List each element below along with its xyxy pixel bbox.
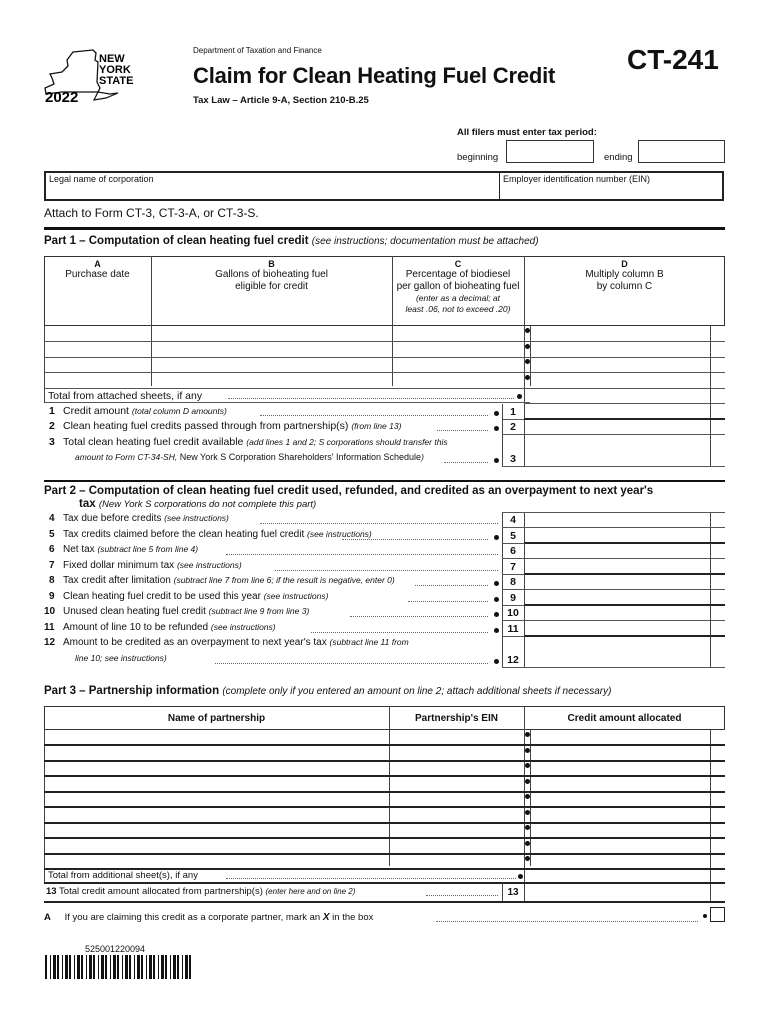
barcode-bar: [182, 955, 183, 979]
line-num-box: [524, 621, 525, 636]
beginning-label: beginning: [457, 152, 499, 163]
row-line: [502, 667, 725, 668]
ein-input[interactable]: [503, 183, 719, 197]
column-b-letter: B: [268, 259, 275, 269]
entry-bullet-icon: [525, 810, 530, 815]
line-a-text2: in the box: [332, 912, 374, 923]
part1-row-2-col-b-input[interactable]: [153, 343, 390, 356]
line-13-input[interactable]: [526, 885, 708, 900]
line-5-text: Tax credits claimed before the clean heating fuel credit: [63, 528, 305, 540]
entry-bullet-icon: [525, 856, 530, 861]
partnership-row-2-ein-input[interactable]: [391, 747, 522, 759]
barcode-bar: [117, 955, 119, 979]
line-5: [49, 529, 372, 540]
line-num-box: [524, 559, 525, 574]
row-line: [502, 466, 725, 467]
leader-dots: [408, 601, 488, 602]
line-7-num: 7: [49, 559, 55, 571]
logo-text-state: STATE: [99, 75, 134, 87]
partnership-row-5-name-input[interactable]: [46, 793, 387, 805]
column-d-label: Multiply column B: [585, 269, 664, 280]
partnership-row-7-name-input[interactable]: [46, 824, 387, 836]
partnership-name-header: Name of partnership: [167, 713, 266, 724]
leader-dots: [260, 415, 488, 416]
part1-row-1-col-d-input[interactable]: [532, 327, 708, 340]
partnership-row-6-name-input[interactable]: [46, 809, 387, 821]
barcode-bar: [161, 955, 164, 979]
leader-dots: [415, 585, 488, 586]
partnership-row-7-ein-input[interactable]: [391, 824, 522, 836]
tax-period-beginning-input[interactable]: [506, 140, 594, 163]
line-10: [44, 606, 309, 617]
partnership-row-8-amount-input[interactable]: [532, 840, 708, 852]
cents-divider: [710, 528, 711, 543]
entry-bullet-icon: [525, 825, 530, 830]
line-3-cont: [75, 452, 424, 462]
new-york-state-logo: [40, 40, 140, 106]
line-8-text: Tax credit after limitation: [63, 575, 171, 586]
line-2-box-num: 2: [510, 421, 516, 433]
line-10-text: Unused clean heating fuel credit: [63, 606, 206, 617]
partnership-row-5-ein-input[interactable]: [391, 793, 522, 805]
line-13: [46, 886, 355, 897]
part3-note: (complete only if you entered an amount on line 2; attach additional sheets if necessary): [222, 686, 612, 697]
ein-field: [499, 171, 724, 201]
line-11-text: Amount of line 10 to be refunded: [63, 621, 209, 633]
line-3-schedule: New York S Corporation Shareholders' Information Schedule: [177, 452, 422, 462]
entry-bullet-icon: [494, 535, 499, 540]
partnership-row-3-name-input[interactable]: [46, 762, 387, 774]
column-a-header: [44, 259, 151, 281]
column-c-letter: C: [454, 259, 462, 269]
attach-note: Attach to Form CT-3, CT-3-A, or CT-3-S.: [44, 206, 259, 220]
line-5-input[interactable]: [527, 529, 708, 542]
legal-name-input[interactable]: [49, 183, 496, 197]
line-12-box-num: 12: [507, 654, 519, 666]
line-10-num: 10: [44, 606, 56, 617]
barcode-bar: [165, 955, 167, 979]
leader-dots: [228, 398, 514, 399]
divider: [44, 480, 725, 482]
part1-row-3-col-c-input[interactable]: [394, 358, 522, 371]
partnership-row-7-amount-input[interactable]: [532, 824, 708, 836]
tax-period-label: All filers must enter tax period:: [457, 127, 597, 138]
line-6-note: (subtract line 5 from line 4): [97, 544, 199, 554]
entry-bullet-icon: [525, 344, 530, 349]
line-1-text: Credit amount: [63, 405, 129, 417]
leader-dots: [426, 895, 498, 896]
total-attached-text: Total from attached sheets, if any: [48, 390, 203, 402]
logo-text-new: NEW: [99, 53, 125, 65]
line-num-box: [524, 590, 525, 605]
line-num-box: [524, 605, 525, 620]
barcode-bar: [125, 955, 128, 979]
leader-dots: [437, 430, 488, 431]
part1-row-4-col-d-input[interactable]: [532, 374, 708, 387]
line-7-box-num: 7: [510, 560, 516, 573]
line-3: [49, 436, 448, 448]
divider: [44, 227, 725, 230]
partnership-row-8-name-input[interactable]: [46, 840, 387, 852]
line-9-box-num: 9: [510, 591, 516, 604]
leader-dots: [275, 570, 498, 571]
line-1-box-num: 1: [510, 406, 516, 418]
barcode-bar: [65, 955, 68, 979]
form-number: CT-241: [627, 44, 719, 75]
column-c-note2: least .06, not to exceed .20): [405, 304, 511, 314]
column-c-header: [392, 259, 524, 315]
partnership-row-1-amount-input[interactable]: [532, 731, 708, 743]
barcode-bar: [53, 955, 56, 979]
line-6-box-num: 6: [510, 545, 516, 557]
row-line: [524, 418, 725, 420]
line-9: [49, 591, 328, 602]
part1-note: (see instructions; documentation must be attached): [311, 236, 539, 247]
line-7: [49, 560, 242, 571]
column-d-header: [524, 259, 725, 293]
line-num-box: [524, 636, 525, 667]
line-9-num: 9: [49, 590, 55, 602]
cents-divider: [710, 574, 711, 589]
ending-label: ending: [604, 152, 633, 163]
entry-bullet-icon: [494, 628, 499, 633]
barcode-bar: [173, 955, 176, 979]
column-b-label2: eligible for credit: [235, 281, 308, 292]
barcode-bar: [122, 955, 123, 979]
barcode-bar: [74, 955, 75, 979]
line-2-input[interactable]: [532, 420, 708, 433]
line-3-num: 3: [49, 436, 55, 448]
line-6-input[interactable]: [527, 544, 708, 557]
barcode-bar: [146, 955, 147, 979]
entry-bullet-icon: [517, 394, 522, 399]
line-13-note: (enter here and on line 2): [265, 887, 356, 896]
line-a-text: If you are claiming this credit as a corporate partner, mark an: [64, 912, 321, 923]
barcode-bar: [177, 955, 179, 979]
ein-label: Employer identification number (EIN): [503, 174, 651, 184]
part3-total-label: [48, 870, 198, 881]
partnership-row-9-amount-input[interactable]: [532, 855, 708, 867]
line-9-text: Clean heating fuel credit to be used this year: [63, 590, 261, 602]
row-line: [524, 434, 725, 435]
line-9-input[interactable]: [527, 591, 708, 604]
cents-divider: [710, 590, 711, 605]
part1-total-label: [48, 390, 202, 402]
partnership-row-9-name-input[interactable]: [46, 855, 387, 867]
line-5-note: (see instructions): [307, 528, 372, 539]
logo-text-york: YORK: [99, 64, 131, 76]
partnership-row-3-amount-input[interactable]: [532, 762, 708, 774]
line-num-box: [524, 528, 525, 543]
total-additional-text: Total from additional sheet(s), if any: [48, 870, 198, 881]
column-c-label2: per gallon of bioheating fuel: [396, 281, 520, 292]
line-4: [49, 513, 229, 524]
line-7-text: Fixed dollar minimum tax: [63, 559, 175, 571]
part1-row-2-col-a-input[interactable]: [46, 343, 149, 356]
line-7-input[interactable]: [527, 560, 708, 573]
partnership-row-6-amount-input[interactable]: [532, 809, 708, 821]
entry-bullet-icon: [525, 375, 530, 380]
barcode-bar: [137, 955, 140, 979]
line-3-box-num: 3: [510, 453, 516, 465]
part2-note: (New York S corporations do not complete this part): [98, 499, 317, 510]
cents-divider: [710, 512, 711, 527]
barcode-number: 525001220094: [85, 944, 146, 954]
leader-dots: [444, 462, 488, 463]
part1-row-3-col-a-input[interactable]: [46, 358, 149, 371]
partnership-row-6-ein-input[interactable]: [391, 809, 522, 821]
line-12-text: Amount to be credited as an overpayment to next year's tax: [63, 637, 327, 648]
line-4-note: (see instructions): [164, 513, 229, 523]
tax-law-reference: Tax Law – Article 9-A, Section 210-B.25: [193, 95, 369, 106]
line-12-note-cont: line 10; see instructions): [75, 653, 167, 663]
cents-divider: [710, 621, 711, 636]
entry-bullet-icon: [703, 914, 707, 918]
line-3-text: Total clean heating fuel credit available: [63, 436, 244, 448]
leader-dots: [350, 616, 488, 617]
part3-title-text: Part 3 – Partnership information: [44, 685, 220, 697]
barcode-bar: [189, 955, 191, 979]
barcode-bar: [50, 955, 51, 979]
part1-row-1-col-c-input[interactable]: [394, 327, 522, 340]
entry-bullet-icon: [494, 458, 499, 463]
row-line: [502, 512, 725, 513]
partnership-row-1-ein-input[interactable]: [391, 731, 522, 743]
tax-period-ending-input[interactable]: [638, 140, 725, 163]
line-2: [49, 420, 401, 432]
part2-title-cont: [79, 498, 316, 510]
line-4-input[interactable]: [527, 513, 708, 526]
entry-bullet-icon: [525, 748, 530, 753]
line-2-text: Clean heating fuel credits passed through from partnership(s): [63, 420, 349, 432]
line-6-text: Net tax: [63, 544, 95, 555]
barcode-bar: [77, 955, 80, 979]
column-d-letter: D: [621, 259, 628, 269]
part1-row-2-col-c-input[interactable]: [394, 343, 522, 356]
barcode-bar: [98, 955, 99, 979]
barcode-bar: [105, 955, 107, 979]
leader-dots: [260, 523, 498, 524]
leader-dots: [226, 878, 516, 879]
line-1-note: (total column D amounts): [131, 406, 227, 416]
partnership-row-8-ein-input[interactable]: [391, 840, 522, 852]
barcode-bar: [62, 955, 63, 979]
part1-row-2-col-d-input[interactable]: [532, 343, 708, 356]
line-13-num: 13: [46, 886, 57, 897]
line-8-num: 8: [49, 575, 55, 586]
barcode-bar: [185, 955, 188, 979]
line-3-input[interactable]: [532, 436, 708, 465]
line-num-box: [524, 543, 525, 558]
barcode-image: [45, 955, 195, 979]
barcode-bar: [158, 955, 159, 979]
part1-total-attached-input[interactable]: [532, 388, 708, 402]
part3-total-additional-input[interactable]: [526, 868, 708, 882]
part3-title: [44, 685, 611, 697]
line-7-note: (see instructions): [176, 559, 242, 570]
barcode-bar: [93, 955, 95, 979]
partnership-row-3-ein-input[interactable]: [391, 762, 522, 774]
cents-divider: [710, 559, 711, 574]
leader-dots: [436, 921, 698, 922]
entry-bullet-icon: [494, 581, 499, 586]
department-name: Department of Taxation and Finance: [193, 46, 322, 55]
line-12-note: (subtract line 11 from: [329, 637, 409, 647]
line-12-num: 12: [44, 637, 56, 648]
line-num-box: [524, 512, 525, 527]
line-10-note: (subtract line 9 from line 3): [208, 606, 310, 616]
barcode-bar: [45, 955, 47, 979]
entry-bullet-icon: [525, 328, 530, 333]
line-4-num: 4: [49, 513, 55, 524]
barcode-bar: [69, 955, 71, 979]
part1-row-4-col-b-input[interactable]: [153, 374, 390, 387]
line-10-input[interactable]: [527, 606, 708, 619]
partnership-row-2-amount-input[interactable]: [532, 747, 708, 759]
part1-title-text: Part 1 – Computation of clean heating fuel credit: [44, 235, 309, 247]
legal-name-label: Legal name of corporation: [49, 174, 154, 184]
partnership-row-9-ein-input[interactable]: [391, 855, 522, 867]
line-5-num: 5: [49, 528, 55, 540]
line-2-num: 2: [49, 420, 55, 432]
column-a-letter: A: [94, 259, 101, 269]
line-11-num: 11: [44, 621, 55, 633]
part1-row-1-col-a-input[interactable]: [46, 327, 149, 340]
barcode-bar: [134, 955, 135, 979]
form-title: Claim for Clean Heating Fuel Credit: [193, 63, 556, 88]
line-1-num: 1: [49, 405, 55, 417]
line-3-note: (add lines 1 and 2; S corporations should transfer this: [246, 437, 448, 447]
partnership-row-4-ein-input[interactable]: [391, 778, 522, 790]
part1-title: [44, 235, 539, 247]
column-c-label: Percentage of biodiesel: [405, 269, 511, 280]
entry-bullet-icon: [518, 874, 523, 879]
column-b-header: [151, 259, 392, 293]
line-12-input[interactable]: [527, 637, 708, 666]
barcode-bar: [149, 955, 152, 979]
barcode-bar: [141, 955, 143, 979]
line-8-note: (subtract line 7 from line 6; if the result is negative, enter 0): [173, 575, 395, 585]
line-11: [44, 622, 276, 633]
barcode-bar: [129, 955, 131, 979]
line-4-box-num: 4: [510, 514, 516, 526]
entry-bullet-icon: [525, 359, 530, 364]
leader-dots: [311, 632, 488, 633]
cents-divider: [710, 605, 711, 620]
barcode-bar: [81, 955, 83, 979]
part2-title-text2: tax: [79, 498, 96, 510]
line-1: [49, 405, 227, 417]
part1-row-4-col-a-input[interactable]: [46, 374, 149, 387]
entry-bullet-icon: [525, 841, 530, 846]
barcode-bar: [110, 955, 111, 979]
column-b-label: Gallons of bioheating fuel: [215, 269, 328, 280]
logo-year: 2022: [45, 89, 79, 106]
line-11-box-num: 11: [507, 622, 519, 635]
part1-row-1-col-b-input[interactable]: [153, 327, 390, 340]
entry-bullet-icon: [525, 732, 530, 737]
line-13-text: Total credit amount allocated from partnership(s): [59, 886, 263, 897]
barcode-bar: [89, 955, 92, 979]
partnership-row-2-name-input[interactable]: [46, 747, 387, 759]
row-line: [44, 402, 530, 403]
partnership-row-4-amount-input[interactable]: [532, 778, 708, 790]
partnership-row-1-name-input[interactable]: [46, 731, 387, 743]
line-9-note: (see instructions): [263, 590, 329, 601]
barcode-bar: [101, 955, 104, 979]
part2-title: [44, 485, 653, 497]
barcode-bar: [153, 955, 155, 979]
line-3-paren: ): [421, 452, 424, 462]
line-12: [44, 637, 409, 648]
entry-bullet-icon: [525, 763, 530, 768]
line-8-box-num: 8: [510, 576, 516, 588]
entry-bullet-icon: [494, 612, 499, 617]
line-a-letter: A: [44, 912, 51, 923]
entry-bullet-icon: [494, 659, 499, 664]
cents-divider: [710, 636, 711, 667]
cents-divider: [710, 543, 711, 558]
entry-bullet-icon: [525, 794, 530, 799]
part1-row-4-col-c-input[interactable]: [394, 374, 522, 387]
row-line: [44, 901, 725, 903]
partnership-row-4-name-input[interactable]: [46, 778, 387, 790]
leader-dots: [226, 554, 498, 555]
leader-dots: [215, 663, 488, 664]
line-3-form-ref: amount to Form CT-34-SH,: [75, 452, 178, 462]
barcode-bar: [113, 955, 116, 979]
legal-name-field: [44, 171, 500, 201]
credit-allocated-header: Credit amount allocated: [567, 713, 682, 724]
line-11-input[interactable]: [527, 622, 708, 635]
line-5-box-num: 5: [510, 529, 516, 542]
part1-row-3-col-d-input[interactable]: [532, 358, 708, 371]
barcode-bar: [57, 955, 59, 979]
partnership-ein-header: Partnership's EIN: [415, 713, 498, 724]
line-11-note: (see instructions): [210, 621, 276, 632]
entry-bullet-icon: [494, 597, 499, 602]
entry-bullet-icon: [494, 411, 499, 416]
line-1-input[interactable]: [532, 405, 708, 418]
partnership-row-5-amount-input[interactable]: [532, 793, 708, 805]
row-line: [44, 882, 725, 884]
line-8: [49, 575, 395, 586]
column-d-label2: by column C: [596, 281, 653, 292]
barcode-bar: [170, 955, 171, 979]
corporate-partner-checkbox[interactable]: [710, 907, 725, 922]
part1-row-3-col-b-input[interactable]: [153, 358, 390, 371]
column-c-note: (enter as a decimal; at: [415, 293, 501, 303]
line-a: [44, 912, 373, 923]
line-8-input[interactable]: [527, 575, 708, 588]
part2-title-text: Part 2 – Computation of clean heating fuel credit used, refunded, and credited as an overpayment to next year's: [44, 485, 654, 497]
line-4-text: Tax due before credits: [63, 513, 162, 524]
barcode-bar: [86, 955, 87, 979]
entry-bullet-icon: [494, 426, 499, 431]
entry-bullet-icon: [525, 779, 530, 784]
line-a-x: X: [322, 912, 330, 923]
column-a-label: Purchase date: [65, 269, 130, 280]
row-line: [524, 403, 725, 404]
line-6: [49, 544, 198, 555]
line-13-box-num: 13: [507, 887, 519, 898]
line-10-box-num: 10: [507, 607, 519, 619]
line-2-note: (from line 13): [351, 421, 402, 431]
line-num-box: [524, 574, 525, 589]
line-6-num: 6: [49, 544, 55, 555]
leader-dots: [342, 539, 488, 540]
